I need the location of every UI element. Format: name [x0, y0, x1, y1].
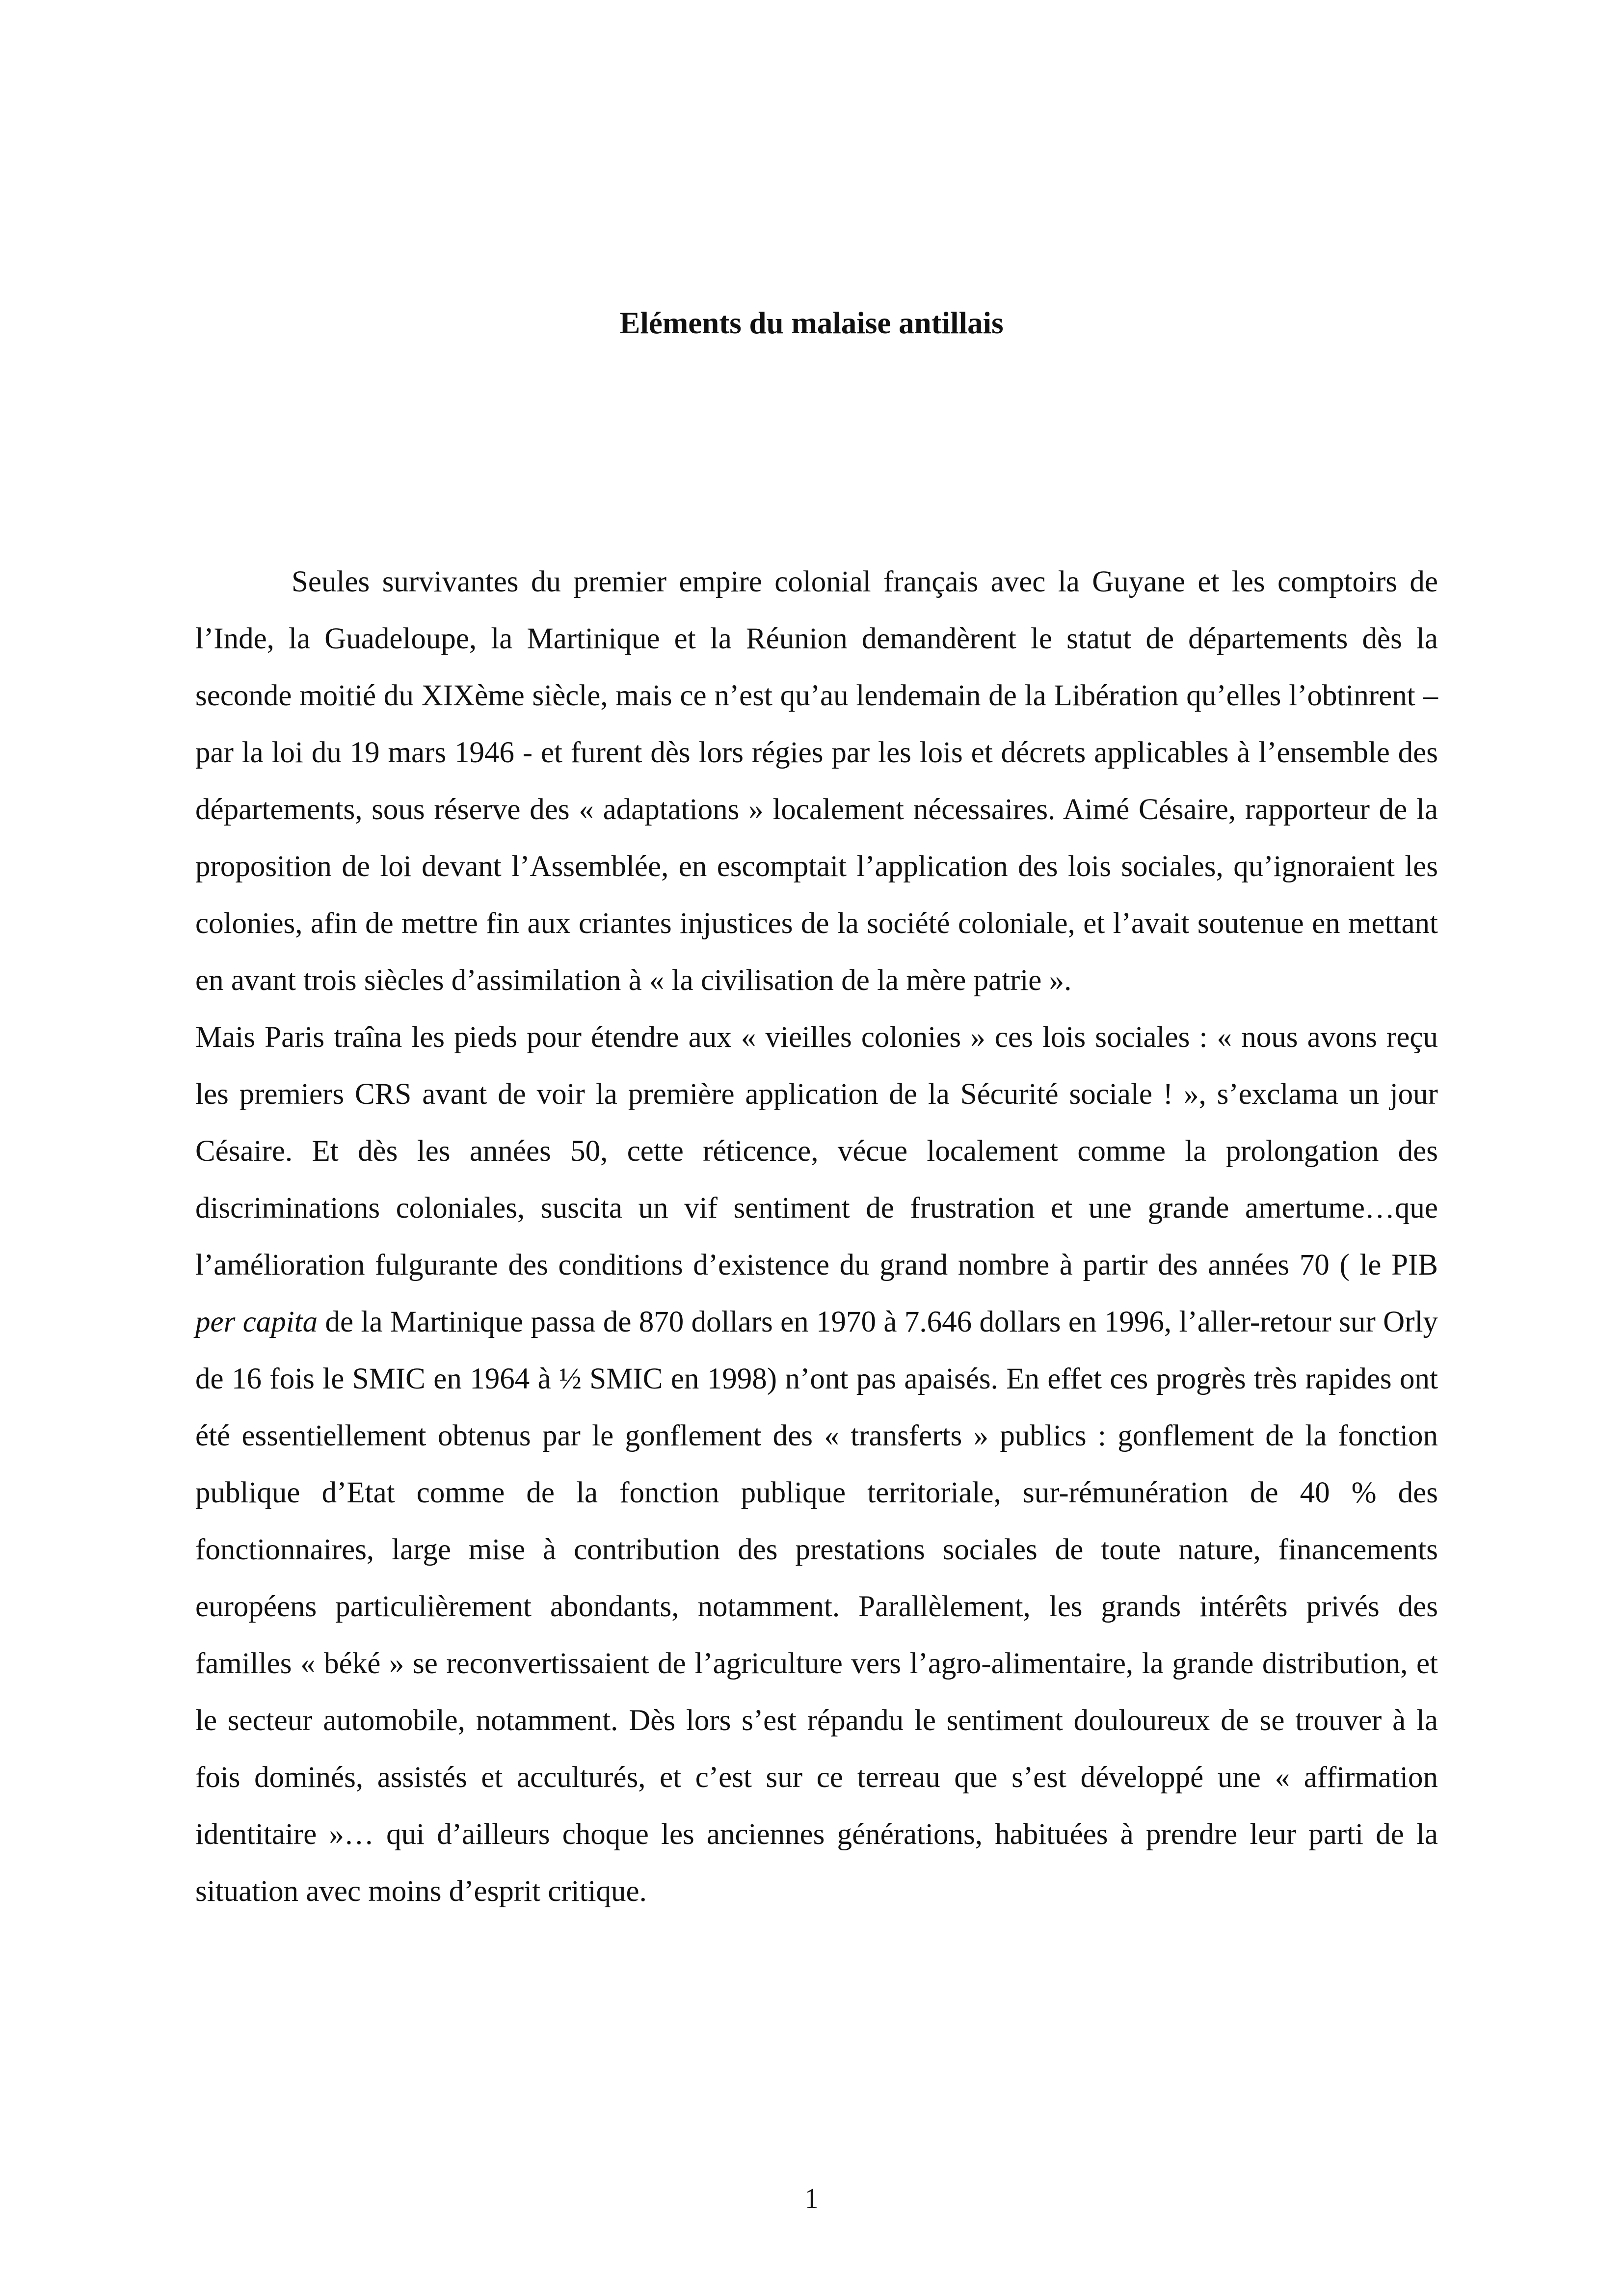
paragraph-2 [195, 1009, 1438, 1920]
paragraph-1 [195, 554, 1438, 1009]
paragraph-2-text-start: Mais Paris traîna les pieds pour étendre aux « vieilles colonies » ces lois sociales : « nous avons reçu les premiers CRS avant de voir la première application de la Sécurité sociale ! », s’exclama un jour Césaire. Et dès les années 50, cette réticence, vécue localement comme la prolongation des discriminations coloniales, suscita un vif sentiment de frustration et une grande amertume…que l’amélioration fulgurante des conditions d’existence du grand nombre à partir des années 70 ( le PIB [195, 1021, 1438, 1281]
paragraph-2-text-end: de la Martinique passa de 870 dollars en 1970 à 7.646 dollars en 1996, l’aller-retour sur Orly de 16 fois le SMIC en 1964 à ½ SMIC en 1998) n’ont pas apaisés. En effet ces progrès très rapides ont été essentiellement obtenus par le gonflement des « transferts » publics : gonflement de la fonction publique d’Etat comme de la fonction publique territoriale, sur-rémunération de 40 % des fonctionnaires, large mise à contribution des prestations sociales de toute nature, financements européens particulièrement abondants, notamment. Parallèlement, les grands intérêts privés des familles « béké » se reconvertissaient de l’agriculture vers l’agro-alimentaire, la grande distribution, et le secteur automobile, notamment. Dès lors s’est répandu le sentiment douloureux de se trouver à la fois dominés, assistés et acculturés, et c’est sur ce terreau que s’est développé une « affirmation identitaire »… qui d’ailleurs choque les anciennes générations, habituées à prendre leur parti de la situation avec moins d’esprit critique. [195, 1306, 1438, 1908]
document-body [195, 554, 1438, 1920]
page-number: 1 [804, 2182, 819, 2215]
italic-term: per capita [195, 1306, 318, 1338]
document-title: Eléments du malaise antillais [619, 306, 1004, 340]
paragraph-1-text: Seules survivantes du premier empire colonial français avec la Guyane et les comptoirs de l’Inde, la Guadeloupe, la Martinique et la Réunion demandèrent le statut de départements dès la seconde moitié du XIXème siècle, mais ce n’est qu’au lendemain de la Libération qu’elles l’obtinrent – par la loi du 19 mars 1946 - et furent dès lors régies par les lois et décrets applicables à l’ensemble des départements, sous réserve des « adaptations » localement nécessaires. Aimé Césaire, rapporteur de la proposition de loi devant l’Assemblée, en escomptait l’application des lois sociales, qu’ignoraient les colonies, afin de mettre fin aux criantes injustices de la société coloniale, et l’avait soutenue en mettant en avant trois siècles d’assimilation à « la civilisation de la mère patrie ». [195, 565, 1438, 997]
